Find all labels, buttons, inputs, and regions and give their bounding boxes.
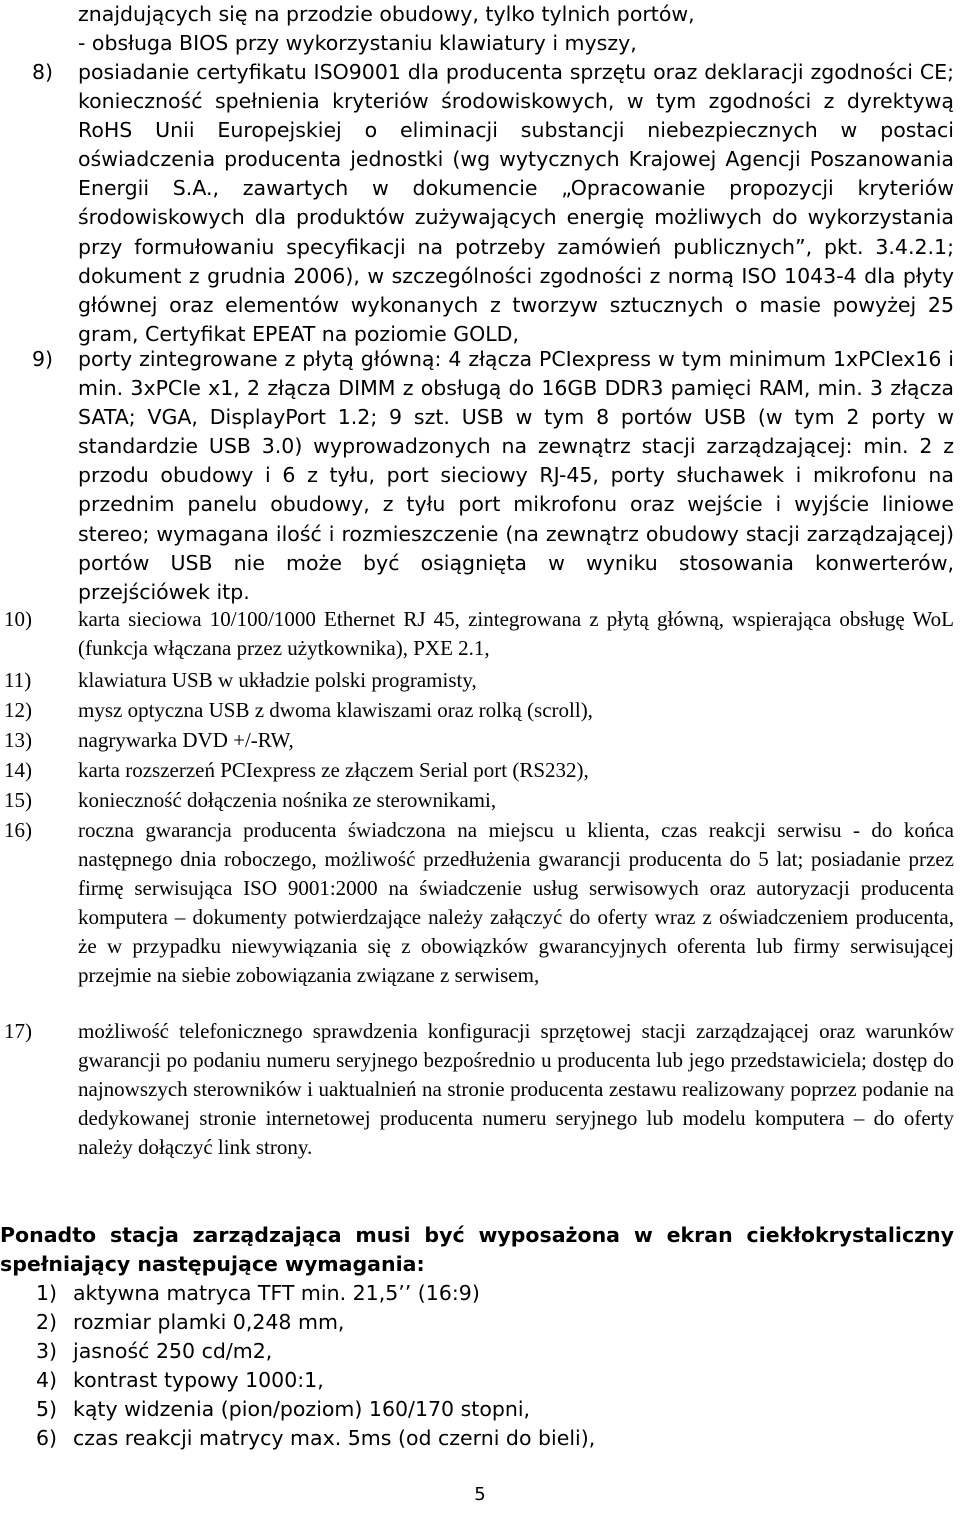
monitor-list-item <box>0 1308 954 1337</box>
list-item-text: mysz optyczna USB z dwoma klawiszami oraz rolką (scroll), <box>78 698 593 722</box>
list-item-text: nagrywarka DVD +/-RW, <box>78 728 294 752</box>
list-item-number: 9) <box>32 347 54 371</box>
list-item-text: jasność 250 cd/m2, <box>73 1339 273 1363</box>
list-item-17 <box>0 1017 954 1162</box>
list-item-number: 14) <box>4 758 32 782</box>
list-item-text: rozmiar plamki 0,248 mm, <box>73 1310 345 1334</box>
list-item-number: 6) <box>36 1426 58 1450</box>
list-item-13 <box>0 726 954 755</box>
monitor-list-item <box>0 1424 954 1453</box>
list-item-number: 13) <box>4 728 32 752</box>
list-item-number: 3) <box>36 1339 58 1363</box>
continuation-line: znajdujących się na przodzie obudowy, tylko tylnich portów, <box>78 2 695 26</box>
list-item-text: możliwość telefonicznego sprawdzenia konfiguracji sprzętowej stacji zarządzającej oraz warunków gwarancji po podaniu numeru seryjnego bezpośrednio u producenta lub jego przedstawiciela; dostęp do najnowszych sterowników i uaktualnień na stronie producenta zestawu realizowany poprzez podanie na dedykowanej stronie internetowej producenta numeru seryjnego lub modelu komputera – do oferty należy dołączyć link strony. <box>78 1019 954 1159</box>
list-item-number: 17) <box>4 1019 32 1043</box>
list-item-number: 11) <box>4 668 32 692</box>
list-item-9 <box>0 345 954 607</box>
list-item-text: posiadanie certyfikatu ISO9001 dla producenta sprzętu oraz deklaracji zgodności CE; konieczność spełnienia kryteriów środowiskowych, w tym zgodności z dyrektywą RoHS Unii Europejskiej o eliminacji substancji niebezpiecznych w postaci oświadczenia producenta jednostki (wg wytycznych Krajowej Agencji Poszanowania Energii S.A., zawartych w dokumencie „Opracowanie propozycji kryteriów środowiskowych dla produktów zużywających energię możliwych do wykorzystania przy formułowaniu specyfikacji na potrzeby zamówień publicznych”, pkt. 3.4.2.1; dokument z grudnia 2006), w szczególności zgodności z normą ISO 1043-4 dla płyty głównej oraz elementów wykonanych z tworzyw sztucznych o masie powyżej 25 gram, Certyfikat EPEAT na poziomie GOLD, <box>78 60 954 346</box>
list-item-11 <box>0 666 954 695</box>
list-item-text: karta sieciowa 10/100/1000 Ethernet RJ 45, zintegrowana z płytą główną, wspierająca obsługę WoL (funkcja włączana przez użytkownika), PXE 2.1, <box>78 607 954 660</box>
page-number: 5 <box>474 1484 486 1505</box>
list-item-number: 10) <box>4 607 32 631</box>
list-item-text: konieczność dołączenia nośnika ze sterownikami, <box>78 788 497 812</box>
monitor-list-item <box>0 1366 954 1395</box>
list-item-number: 5) <box>36 1397 58 1421</box>
list-item-text: karta rozszerzeń PCIexpress ze złączem Serial port (RS232), <box>78 758 589 782</box>
list-item-number: 12) <box>4 698 32 722</box>
list-item-number: 8) <box>32 60 54 84</box>
list-item-number: 15) <box>4 788 32 812</box>
continuation-line: - obsługa BIOS przy wykorzystaniu klawiatury i myszy, <box>78 31 637 55</box>
list-item-number: 2) <box>36 1310 58 1334</box>
list-item-text: kąty widzenia (pion/poziom) 160/170 stopni, <box>73 1397 531 1421</box>
list-item-text: kontrast typowy 1000:1, <box>73 1368 324 1392</box>
monitor-list-item <box>0 1395 954 1424</box>
list-item-text: porty zintegrowane z płytą główną: 4 złącza PCIexpress w tym minimum 1xPCIex16 i min. 3xPCIe x1, 2 złącza DIMM z obsługą do 16GB DDR3 pamięci RAM, min. 3 złącza SATA; VGA, DisplayPort 1.2; 9 szt. USB w tym 8 portów USB (w tym 2 porty w standardzie USB 3.0) wyprowadzonych na zewnątrz stacji zarządzającej: min. 2 z przodu obudowy i 6 z tyłu, port sieciowy RJ-45, porty słuchawek i mikrofonu na przednim panelu obudowy, z tyłu port mikrofonu oraz wejście i wyjście liniowe stereo; wymagana ilość i rozmieszczenie (na zewnątrz obudowy stacji zarządzającej) portów USB nie może być osiągnięta w wyniku stosowania konwerterów, przejściówek itp. <box>78 347 954 604</box>
list-item-text: aktywna matryca TFT min. 21,5’’ (16:9) <box>73 1281 480 1305</box>
list-item-14 <box>0 756 954 785</box>
list-item-number: 4) <box>36 1368 58 1392</box>
list-item-12 <box>0 696 954 725</box>
list-item-16 <box>0 816 954 989</box>
list-item-text: klawiatura USB w układzie polski programisty, <box>78 668 477 692</box>
list-item-number: 1) <box>36 1281 58 1305</box>
list-item-15 <box>0 786 954 815</box>
list-item-text: roczna gwarancja producenta świadczona na miejscu u klienta, czas reakcji serwisu - do końca następnego dnia roboczego, możliwość przedłużenia gwarancji producenta do 5 lat; posiadanie przez firmę serwisująca ISO 9001:2000 na świadczenie usług serwisowych oraz autoryzacji producenta komputera – dokumenty potwierdzające należy załączyć do oferty wraz z oświadczeniem producenta, że w przypadku niewywiązania się z obowiązków gwarancyjnych oferenta lub firmy serwisującej przejmie na siebie zobowiązania związane z serwisem, <box>78 818 954 987</box>
list-item-10 <box>0 605 954 663</box>
list-item-text: czas reakcji matrycy max. 5ms (od czerni do bieli), <box>73 1426 596 1450</box>
section-heading: Ponadto stacja zarządzająca musi być wyposażona w ekran ciekłokrystaliczny spełniający następujące wymagania: <box>0 1223 954 1276</box>
monitor-list-item <box>0 1337 954 1366</box>
list-item-8 <box>0 58 954 349</box>
list-item-number: 16) <box>4 818 32 842</box>
monitor-list-item <box>0 1279 954 1308</box>
